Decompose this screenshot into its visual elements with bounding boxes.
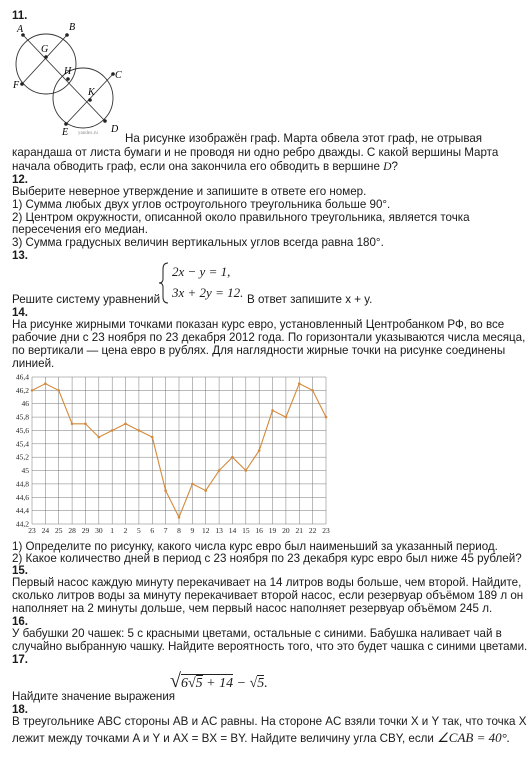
- data-point: [124, 422, 127, 425]
- problem-12-option-3: 3) Сумма градусных величин вертикальных углов всегда равна 180°.: [12, 236, 384, 249]
- problem-14-question-2: 2) Какое количество дней в период с 23 ноября по 23 декабря курс евро был ниже 45 рублей?: [12, 552, 522, 565]
- angle-condition: ∠CAB = 40°.: [437, 730, 511, 745]
- figure-watermark: yandex.ru: [78, 131, 98, 136]
- x-tick-label: 12: [201, 526, 210, 535]
- vertex-b-label: B: [69, 22, 76, 33]
- graph-figure: [8, 20, 133, 138]
- data-point: [325, 416, 328, 419]
- x-tick-label: 16: [255, 526, 263, 535]
- y-tick-label: 45,4: [15, 439, 29, 449]
- data-point: [218, 469, 221, 472]
- problem-13-suffix: В ответ запишите x + y.: [247, 293, 373, 306]
- problem-18-line2: лежит между точками A и Y и AX = BX = BY. Найдите величину угла CBY, если ∠CAB = 40°.: [12, 730, 511, 745]
- x-tick-label: 30: [95, 526, 103, 535]
- data-point: [31, 389, 34, 392]
- problem-12-number: 12.: [12, 174, 28, 186]
- data-point: [151, 436, 154, 439]
- problem-12-option-2a: 2) Центром окружности, описанной около правильного треугольника, является точка: [12, 211, 470, 224]
- data-point: [164, 489, 167, 492]
- y-tick-label: 46,2: [15, 385, 29, 395]
- vertex-f-label: F: [13, 80, 20, 91]
- vertex-d-label: D: [111, 124, 119, 135]
- problem-14-line2: рабочие дни с 23 ноября по 23 декабря 2012 года. По горизонтали указываются числа месяца,: [12, 331, 526, 344]
- y-tick-label: 45: [21, 466, 29, 476]
- problem-16-line2: случайно выбранную чашку. Найдите вероятность того, что это будет чашка с синими цветами.: [12, 640, 527, 653]
- equation-2: 3x + 2y = 12.: [172, 285, 244, 300]
- data-point: [311, 389, 314, 392]
- y-tick-label: 44,2: [15, 519, 29, 529]
- x-tick-label: 20: [282, 526, 290, 535]
- data-point: [98, 436, 101, 439]
- data-point: [271, 409, 274, 412]
- vertex-e-label: E: [62, 127, 69, 138]
- y-tick-label: 44,8: [15, 479, 29, 489]
- problem-14-line4: линией.: [12, 357, 55, 370]
- problem-18-number: 18.: [12, 704, 28, 716]
- data-point: [285, 416, 288, 419]
- x-tick-label: 24: [41, 526, 50, 535]
- data-point: [57, 389, 60, 392]
- y-tick-label: 45,8: [15, 412, 29, 422]
- problem-14-question-1: 1) Определите по рисунку, какого числа курс евро был наименьший за указанный период.: [12, 540, 498, 553]
- expression-17: √6√5 + 14 − √5.: [170, 670, 268, 692]
- problem-17-number: 17.: [12, 654, 28, 666]
- problem-17-text: Найдите значение выражения: [12, 690, 176, 703]
- y-tick-label: 44,4: [15, 506, 29, 516]
- problem-14-line3: по вертикали — цена евро в рублях. Для наглядности жирные точки на рисунке соединены: [12, 344, 506, 357]
- data-point: [258, 449, 261, 452]
- data-point: [178, 516, 181, 519]
- data-point: [111, 429, 114, 432]
- problem-11-line1: На рисунке изображён граф. Марта обвела этот граф, не отрывая: [125, 132, 483, 145]
- x-tick-label: 6: [150, 526, 155, 535]
- y-tick-label: 44,6: [15, 492, 29, 502]
- problem-11-line2: карандаша от листа бумаги и не проводя ни одно ребро дважды. С какой вершины Марта: [12, 146, 499, 159]
- x-tick-label: 1: [110, 526, 115, 535]
- data-point: [191, 483, 194, 486]
- vertex-k-label: K: [88, 87, 95, 98]
- vertex-g-label: G: [41, 44, 49, 55]
- problem-13-number: 13.: [12, 250, 28, 262]
- problem-13-prefix: Решите систему уравнений: [12, 293, 161, 306]
- data-point: [138, 429, 141, 432]
- y-tick-label: 46,4: [15, 372, 29, 382]
- problem-11-line3: начала обводить граф, если она закончила его обводить в вершине D?: [12, 160, 398, 173]
- problem-15-line2: сколько литров воды за минуту перекачивает второй насос, если резервуар объёмом 189 л он: [12, 589, 524, 602]
- problem-15-number: 15.: [12, 565, 28, 577]
- equation-1: 2x − y = 1,: [172, 264, 231, 279]
- problem-16-number: 16.: [12, 616, 28, 628]
- x-tick-label: 25: [54, 526, 63, 535]
- x-tick-label: 29: [81, 526, 90, 535]
- x-tick-label: 8: [177, 526, 181, 535]
- x-tick-label: 21: [295, 526, 304, 535]
- x-tick-label: 9: [190, 526, 195, 535]
- y-tick-label: 45,6: [15, 425, 29, 435]
- problem-11-number: 11.: [12, 10, 28, 22]
- x-tick-label: 14: [228, 526, 237, 535]
- vertex-c-label: C: [115, 70, 122, 81]
- x-tick-label: 2: [123, 526, 128, 535]
- problem-18-line1: В треугольнике ABC стороны AB и AC равны. На стороне AC взяли точки X и Y так, что точка X: [12, 715, 527, 728]
- data-point: [44, 382, 47, 385]
- problem-15-line1: Первый насос каждую минуту перекачивает на 14 литров воды больше, чем второй. Найдите,: [12, 576, 522, 589]
- data-point: [231, 456, 234, 459]
- vertex-h-label: H: [64, 66, 72, 77]
- x-tick-label: 28: [68, 526, 76, 535]
- problem-12-option-2b: пересечения его медиан.: [12, 223, 148, 236]
- problem-16-line1: У бабушки 20 чашек: 5 с красными цветами, остальные с синими. Бабушка наливает чай в: [12, 627, 502, 640]
- x-tick-label: 15: [242, 526, 250, 535]
- x-tick-label: 5: [137, 526, 141, 535]
- x-tick-label: 22: [308, 526, 317, 535]
- system-brace: [158, 262, 170, 304]
- data-point: [84, 422, 87, 425]
- data-point: [71, 422, 74, 425]
- problem-12-option-1: 1) Сумма любых двух углов остроугольного треугольника больше 90°.: [12, 198, 391, 211]
- x-tick-label: 23: [28, 526, 36, 535]
- data-point: [298, 382, 301, 385]
- x-tick-label: 13: [215, 526, 223, 535]
- data-point: [204, 489, 207, 492]
- y-tick-label: 45,2: [15, 452, 29, 462]
- problem-12-intro: Выберите неверное утверждение и запишите в ответе его номер.: [12, 185, 367, 198]
- euro-rate-chart: [8, 371, 334, 541]
- y-tick-label: 46: [21, 399, 29, 409]
- problem-15-line3: наполняет на 2 минуты дольше, чем первый насос наполняет резервуар объёмом 245 л.: [12, 602, 493, 615]
- x-tick-label: 7: [163, 526, 168, 535]
- problem-14-number: 14.: [12, 307, 28, 319]
- data-point: [245, 469, 248, 472]
- x-tick-label: 23: [322, 526, 330, 535]
- problem-14-line1: На рисунке жирными точками показан курс евро, установленный Центробанком РФ, во все: [12, 318, 505, 331]
- vertex-a-label: A: [17, 24, 24, 35]
- x-tick-label: 19: [268, 526, 277, 535]
